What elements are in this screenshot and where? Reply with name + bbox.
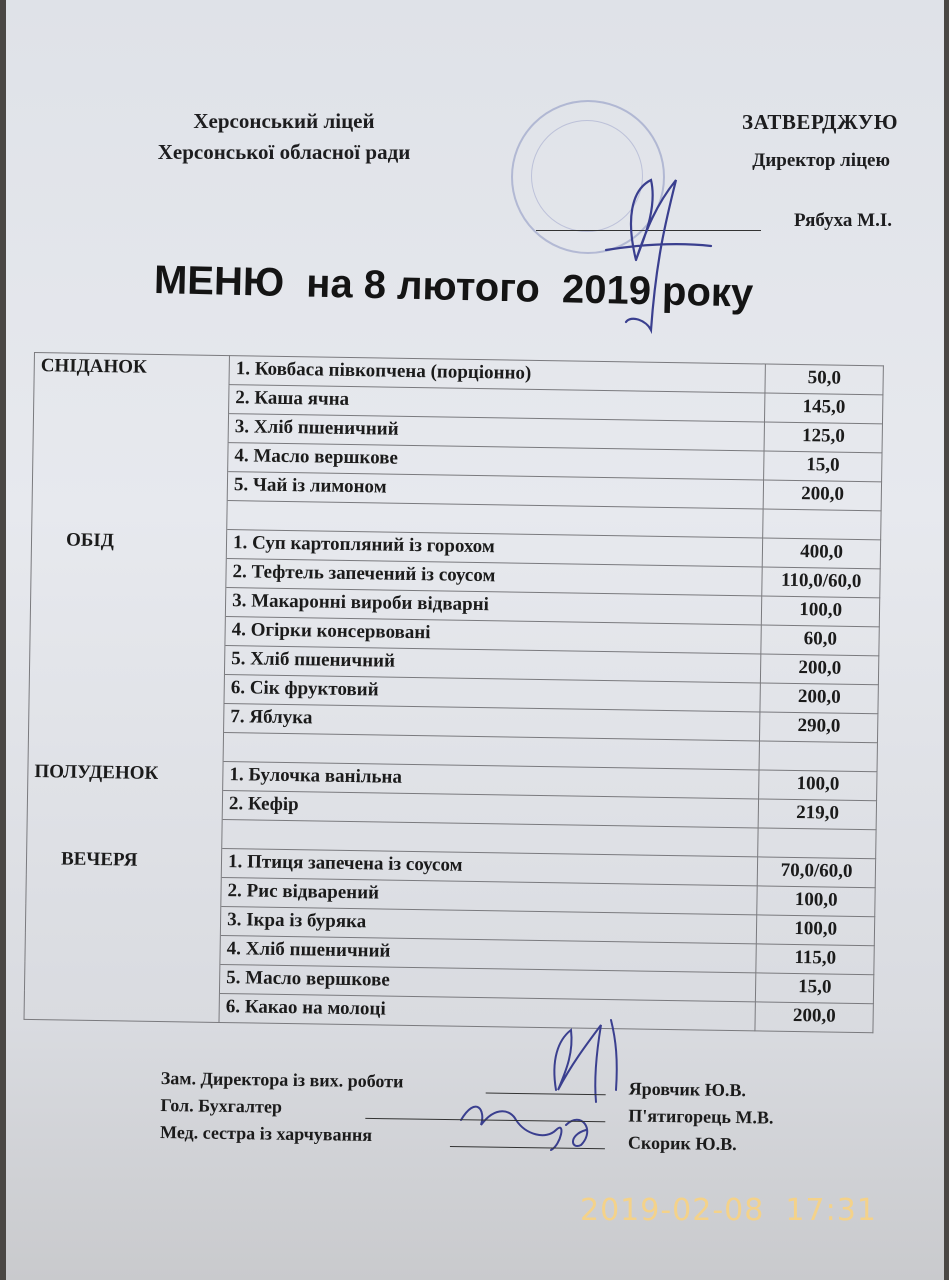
director-title: Директор ліцею (752, 150, 890, 171)
dish-quantity: 115,0 (756, 944, 874, 975)
photo-timestamp: 2019-02-08 17:31 (580, 1193, 877, 1228)
dish-name: 1. Птиця запечена із соусом (221, 849, 758, 886)
dish-name: 3. Ікра із буряка (220, 907, 757, 944)
empty-cell (763, 509, 881, 540)
dish-quantity: 15,0 (764, 451, 882, 482)
signature-name: Яровчик Ю.В. (628, 1078, 747, 1101)
school-header (114, 106, 454, 168)
dish-name: 5. Хліб пшеничний (225, 646, 762, 683)
meal-cell (31, 555, 226, 587)
dish-name: 2. Рис відварений (221, 878, 758, 915)
empty-cell (759, 741, 877, 772)
meal-cell (29, 671, 224, 703)
dish-quantity: 219,0 (758, 799, 876, 830)
dish-quantity: 110,0/60,0 (762, 567, 880, 598)
dish-name: 6. Сік фруктовий (224, 675, 761, 712)
dish-name: 1. Ковбаса півкопчена (порціонно) (229, 356, 766, 393)
meal-name: ОБІД (65, 529, 115, 551)
meal-name: СНІДАНОК (40, 355, 147, 378)
meal-cell (33, 439, 228, 471)
director-name: Рябуха М.І. (794, 210, 892, 231)
meal-cell (29, 642, 224, 674)
dish-quantity: 100,0 (757, 915, 875, 946)
meal-name: ВЕЧЕРЯ (60, 847, 138, 871)
signature-role: Гол. Бухгалтер (160, 1094, 283, 1117)
dish-name: 5. Чай із лимоном (227, 472, 764, 509)
dish-quantity: 125,0 (764, 422, 882, 453)
dish-quantity: 290,0 (760, 712, 878, 743)
meal-cell (34, 353, 229, 385)
meal-cell (26, 845, 221, 877)
empty-cell (758, 828, 876, 859)
dish-name: 2. Кефір (222, 791, 759, 828)
signature-name: П'ятигорець М.В. (628, 1105, 774, 1128)
meal-cell (28, 758, 223, 790)
menu-table (24, 352, 884, 1033)
meal-cell (30, 584, 225, 616)
school-name-line2: Херсонської обласної ради (157, 140, 411, 164)
dish-name: 5. Масло вершкове (219, 964, 756, 1001)
signature-name: Скорик Ю.В. (627, 1132, 737, 1155)
dish-name: 6. Какао на молоці (219, 993, 756, 1030)
menu-sheet (6, 0, 944, 1280)
dish-quantity: 15,0 (756, 973, 874, 1004)
dish-name: 4. Хліб пшеничний (220, 935, 757, 972)
signature-line (365, 1118, 605, 1122)
meal-cell (26, 874, 221, 906)
signature-line (450, 1146, 605, 1149)
page-title: МЕНЮ на 8 лютого 2019 року (153, 258, 754, 316)
dish-quantity: 100,0 (757, 886, 875, 917)
empty-cell (32, 497, 227, 529)
meal-cell (33, 411, 228, 443)
meal-cell (27, 787, 222, 819)
dish-name: 4. Масло вершкове (228, 443, 765, 480)
meal-cell (34, 382, 229, 414)
dish-quantity: 200,0 (760, 683, 878, 714)
empty-cell (28, 729, 223, 761)
dish-name: 2. Каша ячна (229, 385, 766, 422)
meal-cell (25, 932, 220, 964)
school-name-line1: Херсонський ліцей (193, 109, 375, 133)
dish-name: 3. Макаронні вироби відварні (225, 588, 762, 625)
meal-cell (30, 613, 225, 645)
dish-name: 2. Тефтель запечений із соусом (226, 559, 763, 596)
signature-line (486, 1093, 606, 1096)
dish-quantity: 70,0/60,0 (758, 857, 876, 888)
meal-cell (24, 990, 219, 1022)
dish-quantity: 145,0 (765, 393, 883, 424)
dish-quantity: 100,0 (759, 770, 877, 801)
signature-block (160, 1068, 841, 1158)
meal-cell (32, 468, 227, 500)
meal-cell (24, 961, 219, 993)
dish-quantity: 200,0 (763, 480, 881, 511)
dish-quantity: 200,0 (755, 1002, 873, 1033)
dish-quantity: 200,0 (761, 654, 879, 685)
empty-cell (27, 816, 222, 848)
dish-quantity: 60,0 (761, 625, 879, 656)
signature-role: Зам. Директора із вих. роботи (160, 1068, 404, 1092)
dish-name: 1. Булочка ванільна (223, 762, 760, 799)
dish-quantity: 400,0 (763, 538, 881, 569)
approve-label: ЗАТВЕРДЖУЮ (742, 110, 898, 134)
dish-name: 1. Суп картопляний із горохом (226, 530, 763, 567)
meal-cell (25, 903, 220, 935)
dish-quantity: 100,0 (762, 596, 880, 627)
dish-name: 7. Яблука (224, 704, 761, 741)
meal-name: ПОЛУДЕНОК (34, 760, 159, 784)
dish-quantity: 50,0 (765, 364, 883, 395)
meal-cell (31, 526, 226, 558)
meal-cell (29, 700, 224, 732)
dish-name: 3. Хліб пшеничний (228, 414, 765, 451)
signature-role: Мед. сестра із харчування (159, 1121, 373, 1145)
dish-name: 4. Огірки консервовані (225, 617, 762, 654)
